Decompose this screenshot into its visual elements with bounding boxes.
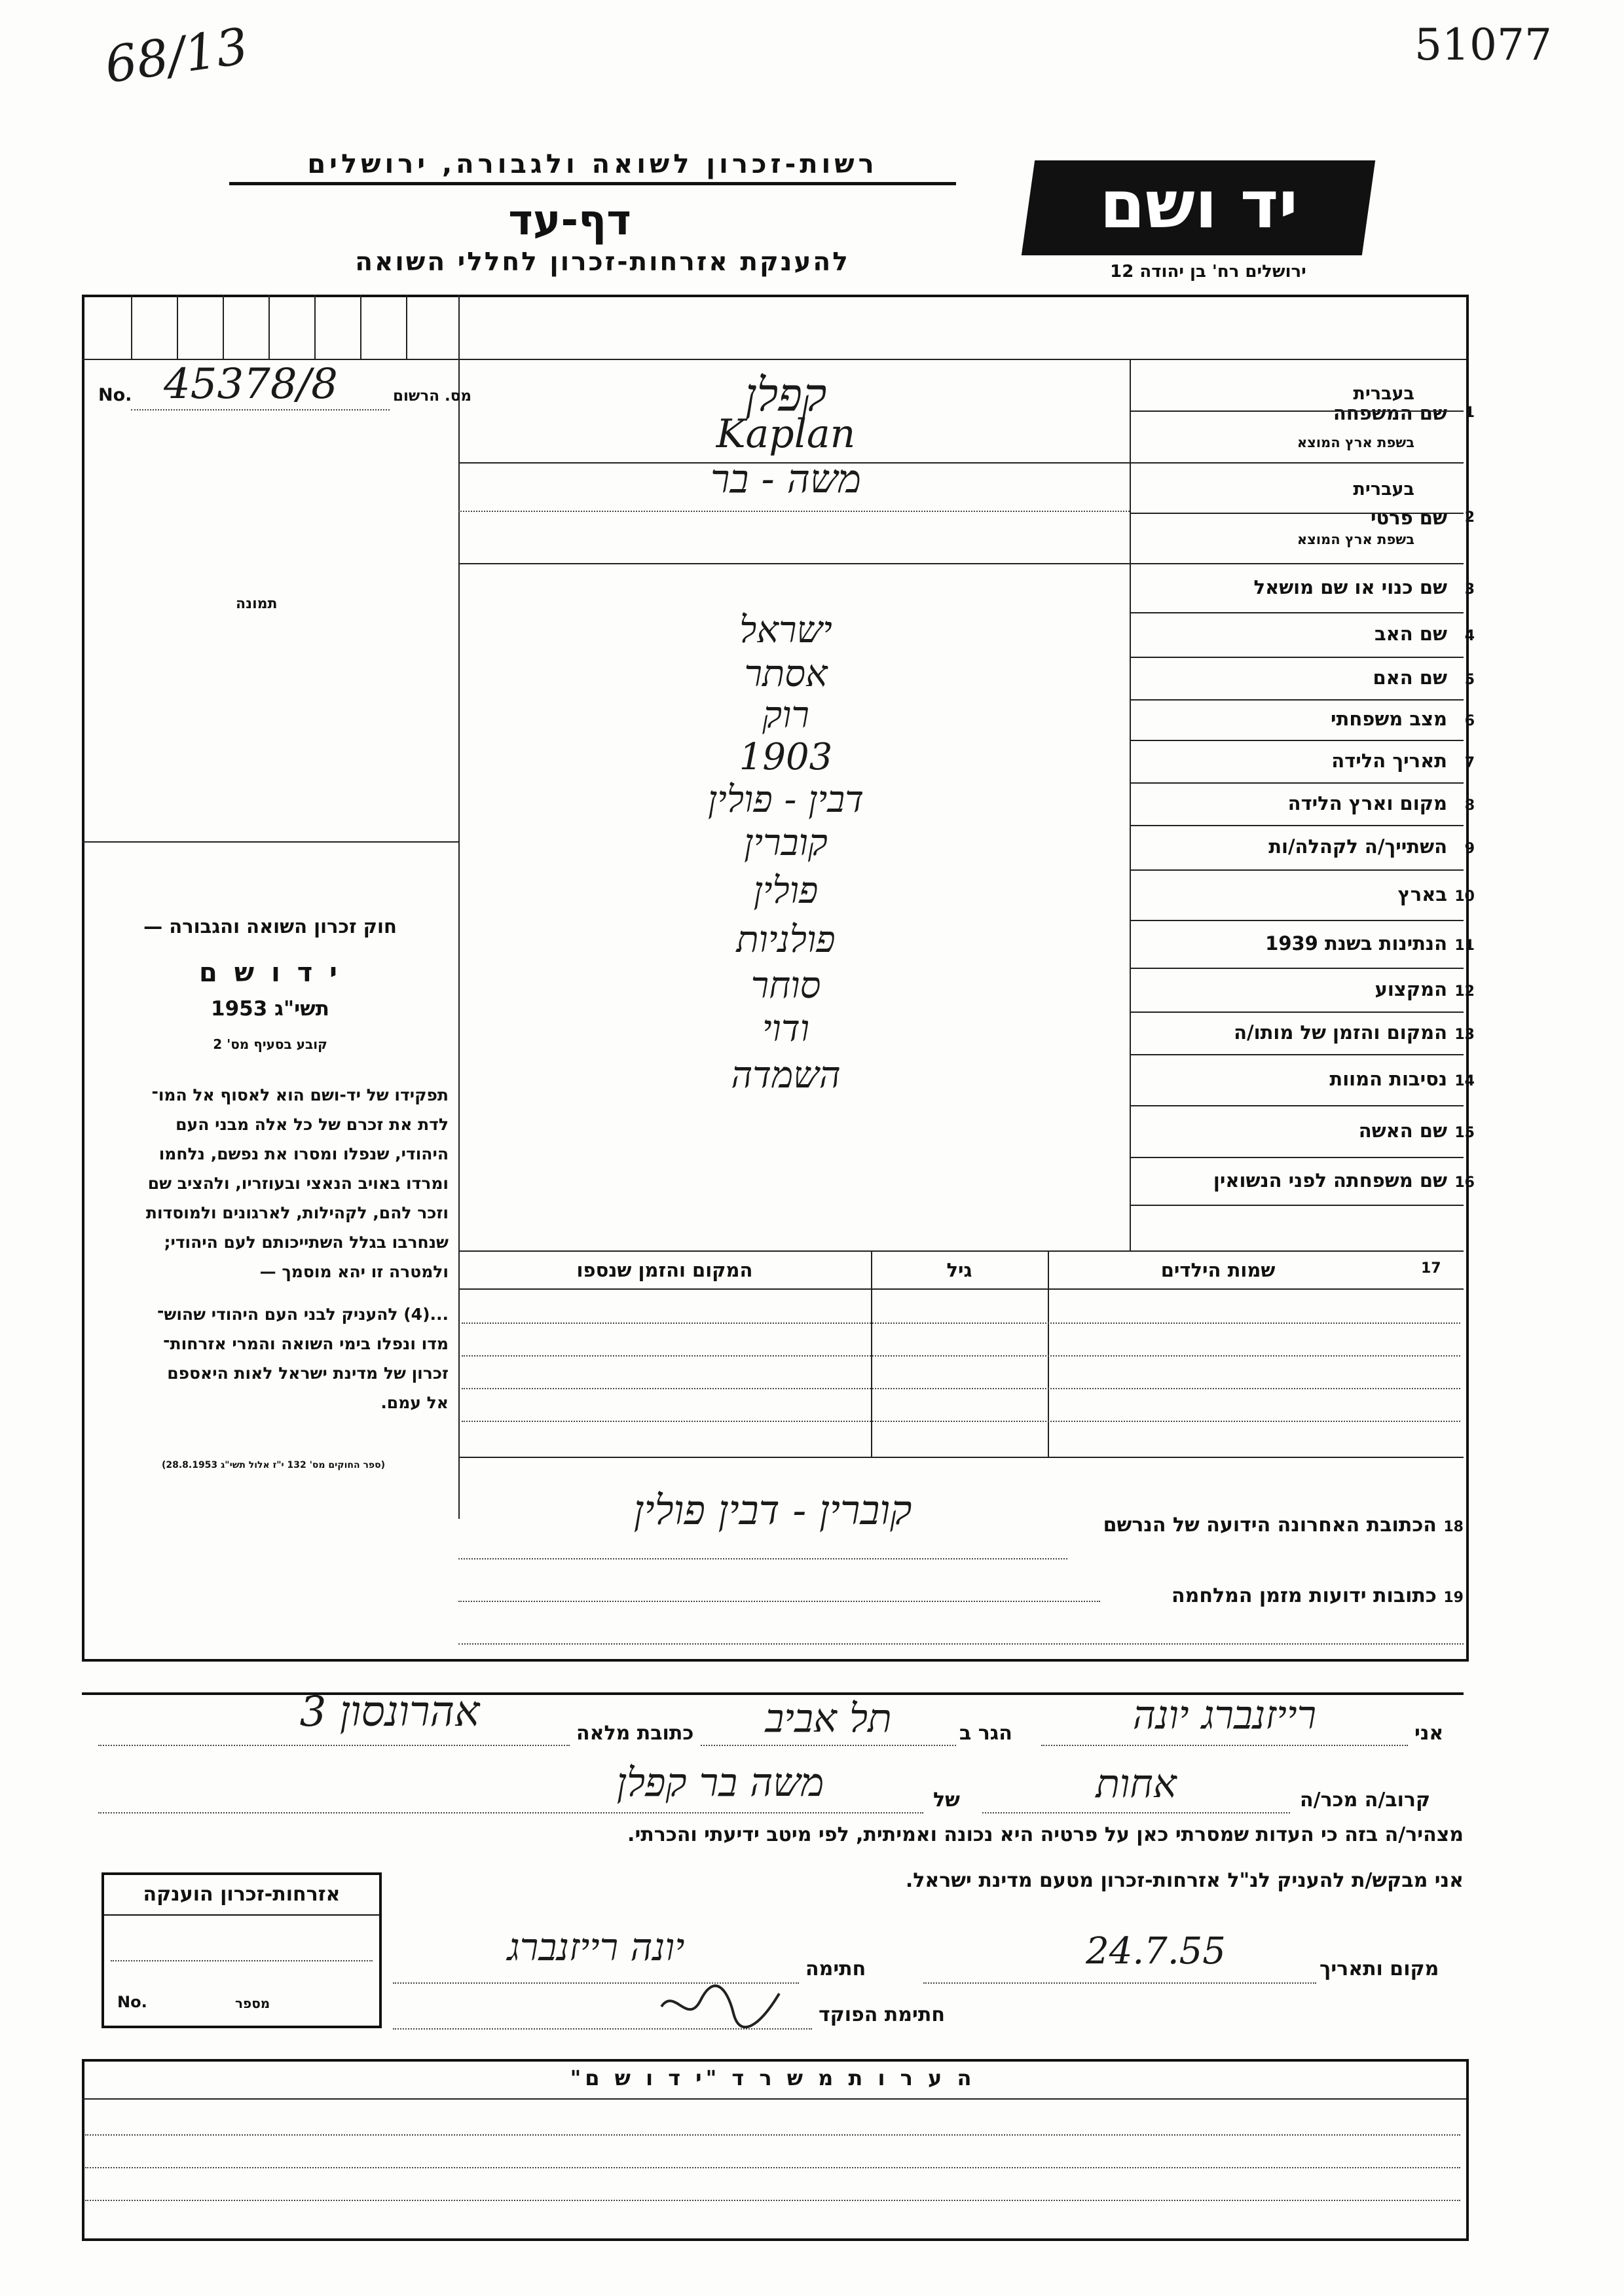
field-number: 4 <box>1464 628 1475 644</box>
field-number: 11 <box>1454 938 1475 954</box>
field-number: 5 <box>1464 672 1475 688</box>
dotted-line <box>98 1812 923 1813</box>
reg-number-label: מס. הרשום <box>393 388 472 405</box>
field-label-cell <box>1116 1011 1480 1054</box>
field-number: 1 <box>1464 405 1475 421</box>
field-row-11 <box>458 920 1480 968</box>
dotted-line <box>458 511 1130 512</box>
logo-text: יד ושם <box>1099 166 1299 243</box>
law-line: ומרדו באויב הנאצי ובעוזריו, ולהציב שם <box>147 1174 449 1193</box>
dotted-line <box>85 2134 1460 2136</box>
field-label: הכתובת האחרונה הידועה של הנרשם <box>1103 1514 1437 1537</box>
field-value: 1903 <box>739 736 833 778</box>
decl-relative-label: קרוב/ה מכר/ה <box>1300 1789 1431 1812</box>
field-row-10 <box>458 869 1480 920</box>
field-label: שם המשפחה <box>1333 402 1447 424</box>
field-label-cell <box>1116 825 1480 869</box>
field-number: 18 <box>1443 1519 1464 1535</box>
field-value-hebrew: קפלן <box>745 368 827 422</box>
field-row-12 <box>458 964 1480 1011</box>
field-value: השמדה <box>731 1054 841 1097</box>
authority-name: רשות-זכרון לשואה ולגבורה, ירושלים <box>229 149 956 185</box>
decl-relation-value: אחות <box>1096 1761 1177 1807</box>
field-label: בארץ <box>1397 883 1447 905</box>
rule <box>82 841 458 843</box>
last-address-value: קוברין - דבין פולין <box>633 1486 912 1534</box>
children-col-names: שמות הילדים <box>1160 1259 1276 1281</box>
decl-signature-value: יונה רייזנברג <box>507 1925 685 1969</box>
archive-number: 51077 <box>1414 20 1552 70</box>
children-row-line <box>462 1388 1460 1389</box>
rule <box>458 1457 1464 1458</box>
field-label: המקום והזמן של מותו/ה <box>1234 1021 1447 1044</box>
field-label: כתובות ידועות מזמן המלחמה <box>1172 1584 1437 1607</box>
field-value: דבין - פולין <box>707 778 864 821</box>
field-label: נסיבות המוות <box>1329 1068 1447 1090</box>
field-value: ודוי <box>762 1008 810 1050</box>
citizenship-number-label: מספר <box>235 1995 270 2011</box>
decl-official-label: חתימת הפוקד <box>819 2003 945 2026</box>
rule <box>223 295 224 359</box>
rule <box>406 295 407 359</box>
field-row-7 <box>458 736 1480 782</box>
law-line: שנחרבו בגלל השתייכותם לעם היהודי; <box>164 1233 449 1252</box>
children-number: 17 <box>1421 1260 1441 1277</box>
field-label: שם האב <box>1374 623 1447 645</box>
field-value: ישראל <box>739 609 832 651</box>
citizenship-box-title: אזרחות-זכרון הוענקה <box>143 1883 341 1906</box>
wartime-addresses-label <box>1100 1584 1464 1607</box>
decl-full-address-label: כתובת מלאה <box>576 1722 694 1745</box>
dotted-line <box>85 2167 1460 2168</box>
children-row-line <box>462 1322 1460 1324</box>
field-label: המקצוע <box>1375 978 1447 1000</box>
field-label-cell <box>1116 1157 1480 1205</box>
field-number: 16 <box>1454 1175 1475 1191</box>
law-year: תשי"ג 1953 <box>211 997 329 1021</box>
citizenship-box <box>101 1872 382 2028</box>
field-label: שם משפחתה לפני הנשואין <box>1213 1169 1447 1192</box>
form-title: דף-עד <box>508 196 631 245</box>
children-col-place: המקום והזמן שנספו <box>576 1259 753 1281</box>
field-value: פולין <box>753 869 819 912</box>
field-value-native: Kaplan <box>716 411 856 457</box>
field-number: 12 <box>1454 983 1475 1000</box>
field-label-cell <box>1116 657 1480 699</box>
field-row-13 <box>458 1008 1480 1054</box>
hebrew-label: בעברית <box>1353 384 1414 404</box>
decl-place-date-value: 24.7.55 <box>1086 1930 1226 1973</box>
law-line: ...(4) להעניק לבני העם היהודי שהוש־ <box>157 1305 449 1324</box>
rule <box>871 1250 872 1457</box>
decl-signature-label: חתימה <box>805 1958 866 1980</box>
hebrew-label: בעברית <box>1353 479 1414 500</box>
field-number: 14 <box>1454 1073 1475 1089</box>
field-label-cell <box>1116 968 1480 1011</box>
dotted-line <box>458 1601 1100 1602</box>
citizenship-no-label: No. <box>117 1993 147 2011</box>
field-value: רוק <box>762 694 809 737</box>
dotted-line <box>982 1812 1290 1813</box>
field-row-14 <box>458 1054 1480 1105</box>
dotted-line <box>923 1982 1316 1984</box>
field-number: 19 <box>1443 1590 1464 1606</box>
field-row-4 <box>458 609 1480 657</box>
decl-of-value: משה בר קפלן <box>616 1760 824 1806</box>
law-line: לדת את זכרם של כל אלה מבני העם <box>175 1115 449 1134</box>
field-value: קוברין <box>744 822 828 864</box>
field-value: משה - בר <box>710 456 861 502</box>
dotted-line <box>701 1745 956 1746</box>
field-label: הנתינות בשנת 1939 <box>1265 932 1447 955</box>
field-row-15 <box>458 1105 1480 1157</box>
native-label: בשפת ארץ המוצא <box>1297 532 1414 547</box>
field-number: 6 <box>1464 713 1475 729</box>
last-address-label <box>1071 1514 1464 1537</box>
children-row-line <box>462 1355 1460 1357</box>
dotted-line <box>131 409 390 410</box>
law-paragraph-2 <box>98 1300 449 1417</box>
official-signature-scribble <box>655 1980 786 2041</box>
field-row-3 <box>458 563 1480 612</box>
rule <box>458 1288 1464 1290</box>
rule <box>268 295 270 359</box>
children-col-age: גיל <box>946 1259 972 1281</box>
decl-of-label: של <box>933 1789 960 1812</box>
native-label: בשפת ארץ המוצא <box>1297 435 1414 450</box>
law-clause: קובע בסעיף מס' 2 <box>213 1036 327 1052</box>
field-label-cell <box>1116 563 1480 612</box>
field-label-cell <box>1116 699 1480 740</box>
rule <box>1130 410 1464 412</box>
law-line: תפקידו של יד-ושם הוא לאסוף אל המו־ <box>151 1085 449 1104</box>
dotted-line <box>393 2028 812 2030</box>
dotted-line <box>85 2200 1460 2201</box>
field-row-9 <box>458 822 1480 869</box>
rule <box>1130 513 1464 514</box>
rule <box>458 1250 1464 1252</box>
law-citation: (ספר החוקים מס' 132 י"ז אלול תשי"ג 28.8.1953) <box>161 1460 386 1470</box>
field-row-6 <box>458 694 1480 740</box>
scribble-icon <box>655 1980 786 2033</box>
decl-name-value: רייזנברג יונה <box>1132 1692 1317 1738</box>
law-line: ולמטרה זו יהא מוסמך — <box>259 1262 449 1281</box>
dotted-line <box>1041 1745 1408 1746</box>
field-label-cell <box>1116 920 1480 968</box>
dotted-line <box>98 1745 570 1746</box>
logo <box>1022 160 1375 255</box>
rule <box>104 1914 379 1916</box>
corner-note: 68/13 <box>101 16 252 94</box>
decl-ani-label: אני <box>1414 1722 1444 1745</box>
field-value: סוחר <box>750 964 821 1007</box>
law-line: אל עמם. <box>380 1393 449 1412</box>
field-label-cell <box>1116 740 1480 782</box>
field-number: 3 <box>1464 581 1475 598</box>
dotted-line <box>458 1643 1464 1645</box>
rule <box>177 295 178 359</box>
decl-request: אני מבקש/ת להעניק לנ"ל אזרחות-זכרון מטעם מדינת ישראל. <box>905 1869 1464 1892</box>
field-label: מקום וארץ הלידה <box>1287 792 1447 814</box>
field-label: מצב משפחתי <box>1330 708 1447 730</box>
decl-city-value: תל אביב <box>765 1696 892 1741</box>
field-label: השתייך/ה לקהלה/ות <box>1268 835 1447 858</box>
field-label: שם כנוי או שם מושאל <box>1253 576 1447 598</box>
field-label: שם האם <box>1373 666 1447 689</box>
law-line: מדו ונפלו בימי השואה והמרי אזרחות־ <box>163 1334 449 1353</box>
decl-resides-label: הגר ב <box>959 1722 1012 1745</box>
law-line: היהודי, שנפלו ומסרו את נפשם, נלחמו <box>158 1144 449 1163</box>
field-number: 9 <box>1464 841 1475 857</box>
no-label: No. <box>98 385 132 405</box>
remarks-title: ה ע ר ו ת מ ש ר ד "י ד ו ש ם" <box>570 2066 976 2090</box>
law-line: וזכר להם, לקהילות, לארגונים ולמוסדות <box>145 1203 449 1222</box>
field-label-cell <box>1116 1105 1480 1157</box>
law-title: חוק זכרון השואה והגבורה — <box>143 915 397 938</box>
field-row-16 <box>458 1157 1480 1205</box>
rule <box>360 295 361 359</box>
reg-number-value: 45378/8 <box>164 360 338 409</box>
rule <box>1130 1205 1464 1206</box>
rule <box>82 2098 1466 2100</box>
field-label-cell <box>1116 782 1480 825</box>
field-row-8 <box>458 778 1480 825</box>
field-row-5 <box>458 653 1480 699</box>
rule <box>314 295 316 359</box>
dotted-line <box>458 1558 1067 1559</box>
law-name: י ד ו ש ם <box>199 958 341 988</box>
field-label: שם פרטי <box>1370 507 1447 529</box>
logo-address: ירושלים רח' בן יהודה 12 <box>1110 262 1306 282</box>
decl-statement: מצהיר/ה בזה כי העדות שמסרתי כאן על פרטיה היא נכונה ואמיתית, לפי מיטב ידיעתי והכרתי. <box>627 1823 1464 1846</box>
field-number: 15 <box>1454 1125 1475 1141</box>
photo-label: תמונה <box>236 596 278 612</box>
dotted-line <box>111 1960 373 1961</box>
rule <box>1048 1250 1049 1457</box>
field-value: פולניות <box>736 919 836 961</box>
field-value: אסתר <box>744 653 828 695</box>
field-number: 2 <box>1464 509 1475 526</box>
field-number: 7 <box>1464 755 1475 771</box>
field-number: 8 <box>1464 797 1475 814</box>
field-label: תאריך הלידה <box>1331 750 1447 772</box>
decl-place-date-label: מקום ותאריך <box>1320 1958 1439 1980</box>
rule <box>131 295 132 359</box>
field-label-cell <box>1116 1054 1480 1105</box>
decl-address-value: אהרונסון 3 <box>299 1688 480 1736</box>
field-number: 13 <box>1454 1027 1475 1043</box>
field-number: 10 <box>1454 888 1475 905</box>
form-subtitle: להענקת אזרחות-זכרון לחללי השואה <box>355 247 850 277</box>
field-label: שם האשה <box>1358 1120 1447 1142</box>
field-label-cell <box>1116 869 1480 920</box>
children-row-line <box>462 1421 1460 1422</box>
field-label-cell <box>1116 612 1480 657</box>
law-paragraph <box>98 1080 449 1286</box>
law-line: זכרון של מדינת ישראל לאות היאספם <box>167 1364 449 1383</box>
